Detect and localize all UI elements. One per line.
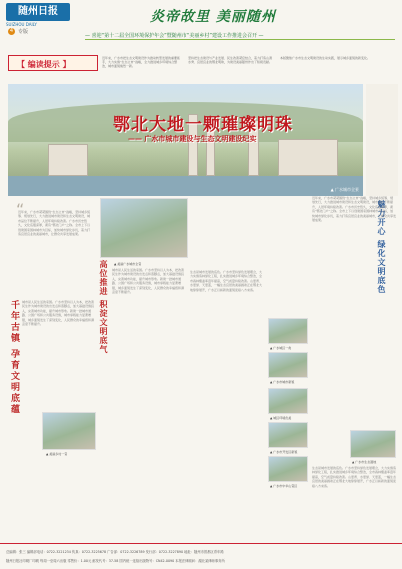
photo-caption: ▲ 广水市开发区新貌 xyxy=(270,450,298,454)
photo-district xyxy=(42,412,96,450)
editor-note-box xyxy=(8,55,98,71)
footer-line-2: 随州日报社印刷厂印刷 每周一至周六出版 零售价：1.00元 邮发代号：37-58 国内统一连续出版物号：CN42-0090 本报法律顾问：湖北某律师事务所 xyxy=(6,559,225,563)
masthead xyxy=(0,0,402,39)
column-1-text: 近年来，广水市紧紧围绕“生态立市”战略，坚持城乡统筹、规划先行，大力推进城市建设和生态文明建设，城市品位不断提升，人居环境持续改善。广水市历史悠久，文化底蕴深厚，素有“鄂北门户”之称。全市上下以创建国家园林城市为目标，加快城市绿化步伐，着力打造宜居宜业的美丽城市，让群众共享发展成果。 xyxy=(18,210,91,237)
hero-river xyxy=(8,176,363,196)
photo-1 xyxy=(268,318,308,344)
photo-6 xyxy=(350,430,396,458)
quote-mark: “ xyxy=(16,200,25,219)
photo-city-view xyxy=(100,198,188,258)
hero-headline: 鄂北大地一颗璀璨明珠 xyxy=(113,115,293,135)
photo-caption: ▲ 城区环境优美 xyxy=(270,416,292,420)
newspaper-logo-subtitle: SUIZHOU DAILY xyxy=(6,22,37,27)
right-column-heading: 魅力开心 绿化文明底色 xyxy=(377,200,386,294)
editor-note-title: 【 编读提示 】 xyxy=(17,60,71,69)
photo-caption: ▲ 广水市生态湿地 xyxy=(352,460,377,464)
photo-caption: ▲ 美丽广水城市全景 xyxy=(114,262,142,266)
column-2-text: 城市是人民生活的家园。广水市坚持以人为本，把改善民生作为城市建设的出发点和落脚点，加大基础设施投入，完善城市功能，提升城市形象。新建一批城市道路、公园广场和公共服务设施，城市承载能力显著增强，城乡面貌发生了深刻变化，人民群众的幸福感和满意度不断提升。 xyxy=(112,268,185,295)
photo-4 xyxy=(268,422,308,448)
photo-caption: ▲ 广水市中华山景区 xyxy=(270,484,298,488)
hero-building xyxy=(48,144,88,176)
photo-caption: ▲ 广水城区一角 xyxy=(270,346,292,350)
photo-2 xyxy=(268,352,308,378)
footer-line-1: 总编辑：张三 编辑部电话：0722-3221234 传真：0722-3225678 广告部：0722-3226789 发行部：0722-3227890 地址：随州市曾都区青年路 xyxy=(6,550,224,554)
photo-caption: ▲ 广水市城市新貌 xyxy=(270,380,295,384)
editor-note-text-3: 本版聚焦广水市生态文明建设的生动实践，展示城乡面貌的新变化。 xyxy=(280,56,371,60)
editor-note-text-2: 坚持把生态建设与产业发展、民生改善紧密结合，着力打造山清水秀、宜居宜业的鄂北明珠，为建设美丽随州作出了积极贡献。 xyxy=(188,56,273,64)
hero-city-photo xyxy=(8,84,363,196)
photo-3 xyxy=(268,388,308,414)
column-1b-text: 城市是人民生活的家园。广水市坚持以人为本，把改善民生作为城市建设的出发点和落脚点，加大基础设施投入，完善城市功能，提升城市形象。新建一批城市道路、公园广场和公共服务设施，城市承载能力显著增强，城乡面貌发生了深刻变化，人民群众的幸福感和满意度不断提升。 xyxy=(22,300,94,327)
hero-caption: ▲ 广水城市全景 xyxy=(330,187,359,192)
middle-column-heading: 高位推进 积淀文明底气 xyxy=(99,260,108,354)
special-section-title: 炎帝故里 美丽随州 xyxy=(150,9,276,25)
page-number: 4 xyxy=(9,28,14,34)
left-column-heading: 千年古镇 孕育文明底蕴 xyxy=(9,300,19,416)
editor-note-text-1: 近年来，广水市把生态文明建设作为推动转型发展的重要抓手，大力实施“生态立市”战略，全力推进城乡环境综合整治，城市面貌焕然一新。 xyxy=(102,56,181,68)
newspaper-logo: 随州日报 xyxy=(6,3,70,21)
photo-5 xyxy=(268,456,308,482)
special-section-subtitle: — 喜迎“第十二届全国环境保护年会”暨随州市“美丽乡村”建设工作推进会召开 — xyxy=(85,32,395,40)
hero-building xyxy=(278,139,338,176)
hero-subheadline: —— 广水市城市建设与生态文明建设纪实 xyxy=(128,135,257,143)
page-footer xyxy=(0,543,402,569)
photo-caption: ▲ 美丽乡村一景 xyxy=(46,452,68,456)
page-label: 专版 xyxy=(18,29,29,35)
sidebar-panel xyxy=(366,84,398,196)
column-4-text: 近年来，广水市紧紧围绕“生态立市”战略，坚持城乡统筹、规划先行，大力推进城市建设和生态文明建设，城市品位不断提升，人居环境持续改善。广水市历史悠久，文化底蕴深厚，素有“鄂北门户”之称。全市上下以创建国家园林城市为目标，加快城市绿化步伐，着力打造宜居宜业的美丽城市，让群众共享发展成果。 xyxy=(312,196,396,223)
column-5-text: 生态是城市发展的底色。广水市坚持绿色发展理念，大力实施造林绿化工程，扎实推进城乡环境综合整治，全市森林覆盖率逐年提高，空气质量持续改善。山更青、水更绿、天更蓝，一幅生态宜居的美丽画卷正在鄂北大地徐徐展开，广水正以崭新的面貌迎接八方来客。 xyxy=(312,466,396,488)
column-3-text: 生态是城市发展的底色。广水市坚持绿色发展理念，大力实施造林绿化工程，扎实推进城乡环境综合整治，全市森林覆盖率逐年提高，空气质量持续改善。山更青、水更绿、天更蓝，一幅生态宜居的美丽画卷正在鄂北大地徐徐展开，广水正以崭新的面貌迎接八方来客。 xyxy=(190,270,262,292)
